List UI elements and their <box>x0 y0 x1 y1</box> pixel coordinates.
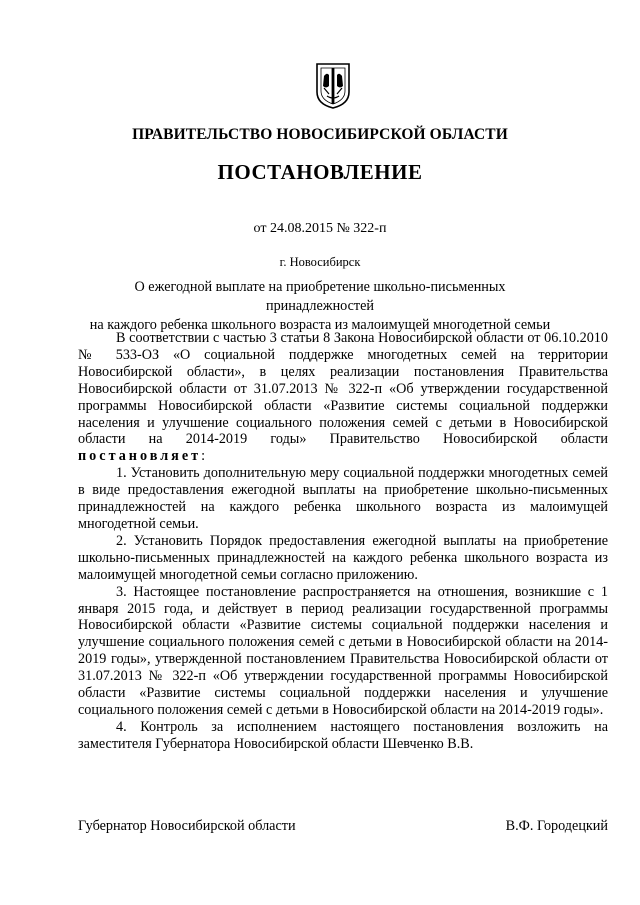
document-type: ПОСТАНОВЛЕНИЕ <box>217 160 423 184</box>
title-line-1: О ежегодной выплате на приобретение школьно-письменных принадлежностей <box>134 279 506 314</box>
preamble-paragraph <box>78 330 608 465</box>
preamble-tail: : <box>201 448 206 465</box>
resolution-keyword: постановляет <box>78 448 202 465</box>
document-date-number: от 24.08.2015 № 322-п <box>253 221 387 236</box>
organization-name: ПРАВИТЕЛЬСТВО НОВОСИБИРСКОЙ ОБЛАСТИ <box>132 126 508 143</box>
novosibirsk-coat-of-arms-icon <box>314 62 352 110</box>
item-paragraph-4: 4. Контроль за исполнением настоящего постановления возложить на заместителя Губернатора Новосибирской области Шевченко В.В. <box>78 718 608 752</box>
document-body <box>78 330 608 753</box>
title-line-2: на каждого ребенка школьного возраста из малоимущей многодетной семьи <box>89 317 551 333</box>
document-title <box>80 278 560 335</box>
item-paragraph-2: 2. Установить Порядок предоставления ежегодной выплаты на приобретение школьно-письменных принадлежностей на каждого ребенка школьного возраста из малоимущей многодетной семьи согласно приложению. <box>78 532 608 583</box>
signatory-position: Губернатор Новосибирской области <box>78 818 296 834</box>
item-paragraph-3: 3. Настоящее постановление распространяется на отношения, возникшие с 1 января 2015 года, и действует в период реализации государственной программы Новосибирской области «Развитие системы социальной поддержки населения и улучшение социального положения семей с детьми в Новосибирской области на 2014-2019 годы», утвержденной постановлением Правительства Новосибирской области от 31.07.2013 № 322-п «Об утверждении государственной программы Новосибирской области «Развитие системы социальной поддержки населения и улучшение социального положения семей с детьми в Новосибирской области на 2014-2019 годы». <box>78 583 608 718</box>
signatory-name: В.Ф. Городецкий <box>505 818 608 834</box>
preamble-text: В соответствии с частью 3 статьи 8 Закона Новосибирской области от 06.10.2010 № 533-ОЗ «О социальной поддержке многодетных семей на территории Новосибирской области», в целях реализации постановления Правительства Новосибирской области от 31.07.2013 № 322-п «Об утверждении государственной программы Новосибирской области «Развитие системы социальной поддержки населения и улучшение социального положения семей с детьми в Новосибирской области на 2014-2019 годы» Правительство Новосибирской области <box>78 330 608 448</box>
document-place: г. Новосибирск <box>279 255 361 269</box>
item-paragraph-1: 1. Установить дополнительную меру социальной поддержки многодетных семей в виде предоставления ежегодной выплаты на приобретение школьно-письменных принадлежностей на каждого ребенка школьного возраста из малоимущей многодетной семьи. <box>78 465 608 532</box>
